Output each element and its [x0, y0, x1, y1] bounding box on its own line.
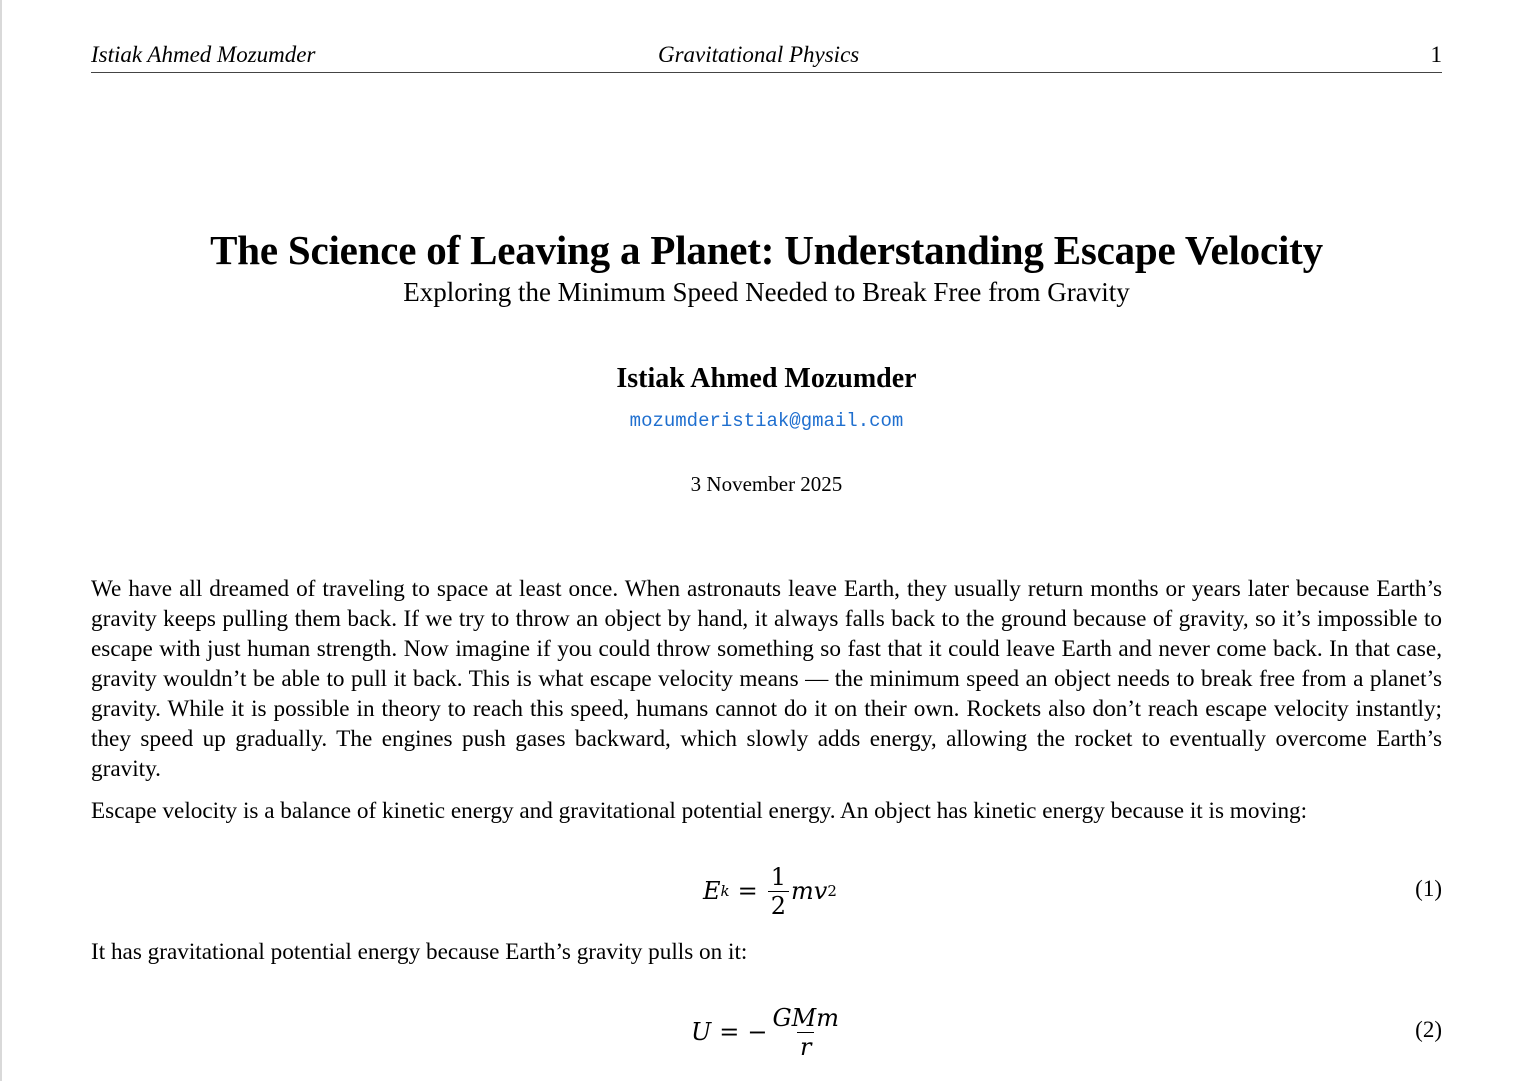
running-header [91, 42, 1442, 73]
author-name: Istiak Ahmed Mozumder [616, 363, 917, 394]
eq-operator: = [719, 1018, 740, 1046]
eq-lhs-subscript: k [720, 882, 730, 900]
equation-potential-energy [91, 997, 1442, 1067]
equation-number: (2) [1415, 1017, 1442, 1042]
eq-rest: mv [791, 877, 828, 905]
page-number: 1 [1430, 42, 1442, 67]
eq-denominator: r [797, 1032, 814, 1061]
equation-body [703, 856, 837, 926]
eq-lhs: E [703, 877, 721, 905]
eq-denominator: 2 [768, 891, 789, 920]
eq-sign: − [747, 1018, 768, 1046]
paper-subtitle: Exploring the Minimum Speed Needed to Break Free from Gravity [403, 277, 1130, 307]
running-header-author: Istiak Ahmed Mozumder [91, 42, 316, 67]
eq-rest-superscript: 2 [827, 882, 837, 900]
equation-body [691, 997, 844, 1067]
eq-operator: = [737, 877, 758, 905]
running-header-journal: Gravitational Physics [658, 42, 860, 67]
paragraph-intro: We have all dreamed of traveling to space at least once. When astronauts leave Earth, they usually return months or years later because Earth’s gravity keeps pulling them back. If we try to throw an object by hand, it always falls back to the ground because of gravity, so it’s impossible to escape with just human strength. Now imagine if you could throw something so fast that it could leave Earth and never come back. In that case, gravity wouldn’t be able to pull it back. This is what escape velocity means — the minimum speed an object needs to break free from a planet’s gravity. While it is possible in theory to reach this speed, humans cannot do it on their own. Rockets also don’t reach escape velocity instantly; they speed up gradually. The engines push gases backward, which slowly adds energy, allowing the rocket to eventually overcome Earth’s gravity. [91, 576, 1442, 782]
eq-lhs: U [691, 1018, 712, 1046]
eq-fraction [769, 1004, 842, 1061]
eq-fraction [768, 863, 789, 920]
eq-numerator: GMm [772, 1003, 839, 1032]
paper-title: The Science of Leaving a Planet: Understanding Escape Velocity [210, 227, 1323, 273]
author-email [91, 409, 1442, 433]
equation-kinetic-energy [91, 856, 1442, 926]
eq-numerator: 1 [770, 862, 787, 891]
paragraph-energy-balance: Escape velocity is a balance of kinetic energy and gravitational potential energy. An object has kinetic energy because it is moving: [91, 798, 1308, 824]
paragraph-potential-energy: It has gravitational potential energy because Earth’s gravity pulls on it: [91, 939, 748, 965]
publication-date: 3 November 2025 [690, 472, 843, 496]
email-link[interactable]: mozumderistiak@gmail.com [629, 410, 904, 432]
page-left-border [0, 0, 2, 1081]
equation-number: (1) [1415, 876, 1442, 901]
title-block [91, 226, 1442, 308]
